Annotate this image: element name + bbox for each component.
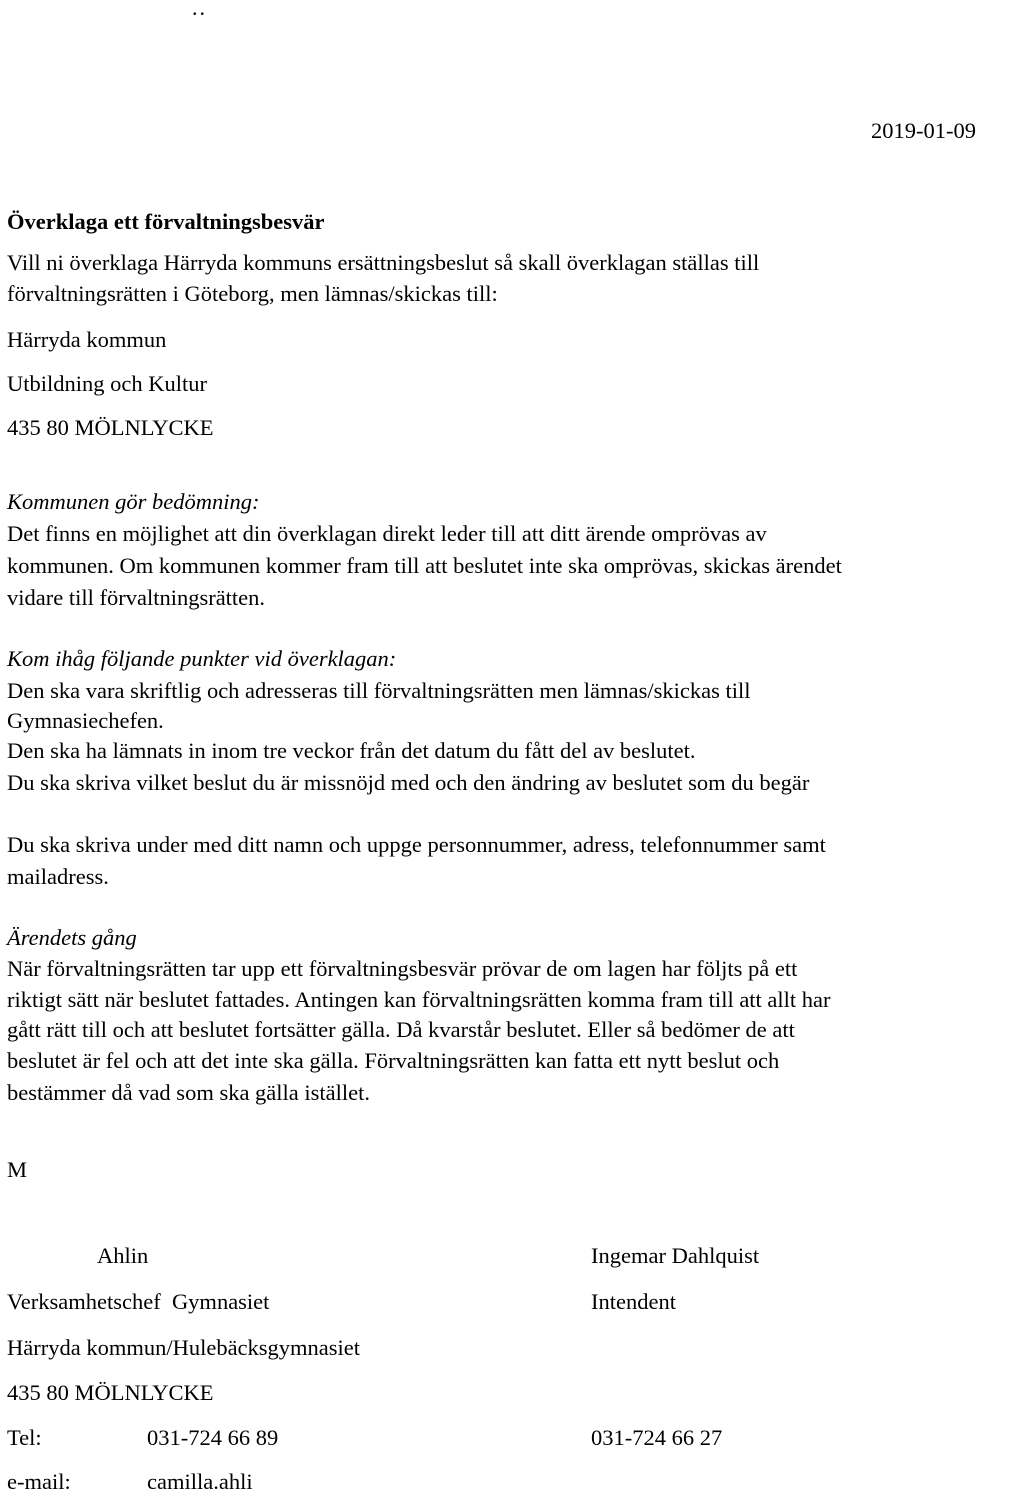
appeal-intro-line1: Vill ni överklaga Härryda kommuns ersättningsbeslut så skall överklagan ställas till [7,250,760,275]
point1-line2: Gymnasiechefen. [7,708,164,733]
point3: Du ska skriva vilket beslut du är missnöjd med och den ändring av beslutet som du begär [7,770,810,795]
document-date: 2019-01-09 [871,118,976,143]
point4-line2: mailadress. [7,864,109,889]
process-line5: bestämmer då vad som ska gälla istället. [7,1080,371,1105]
address-org: Härryda kommun [7,327,167,352]
right-signer-tel: 031-724 66 27 [591,1425,723,1450]
process-heading: Ärendets gång [7,925,137,950]
point2: Den ska ha lämnats in inom tre veckor från det datum du fått del av beslutet. [7,738,696,763]
left-signer-postal: 435 80 MÖLNLYCKE [7,1380,214,1405]
left-signer-email: camilla.ahli [147,1469,253,1494]
right-signer-name: Ingemar Dahlquist [591,1243,760,1268]
address-postal: 435 80 MÖLNLYCKE [7,415,214,440]
address-dept: Utbildning och Kultur [7,371,207,396]
left-signer-name: Ahlin [97,1243,149,1268]
right-signer-title: Intendent [591,1289,676,1314]
assessment-line1: Det finns en möjlighet att din överklagan direkt leder till att ditt ärende omprövas av [7,521,767,546]
scan-dots: .. [192,0,207,20]
left-signer-tel: 031-724 66 89 [147,1425,279,1450]
process-line2: riktigt sätt när beslutet fattades. Antingen kan förvaltningsrätten komma fram till att allt har [7,987,831,1012]
process-line1: När förvaltningsrätten tar upp ett förvaltningsbesvär prövar de om lagen har följts på ett [7,956,798,981]
process-line4: beslutet är fel och att det inte ska gälla. Förvaltningsrätten kan fatta ett nytt beslut och [7,1048,780,1073]
signoff-initial: M [7,1157,28,1182]
tel-label: Tel: [7,1425,42,1450]
appeal-heading: Överklaga ett förvaltningsbesvär [7,209,325,234]
process-line3: gått rätt till och att beslutet fortsätter gälla. Då kvarstår beslutet. Eller så bedömer de att [7,1017,795,1042]
assessment-heading: Kommunen gör bedömning: [7,489,260,514]
assessment-line2: kommunen. Om kommunen kommer fram till att beslutet inte ska omprövas, skickas ärendet [7,553,842,578]
left-signer-org: Härryda kommun/Hulebäcksgymnasiet [7,1335,361,1360]
left-signer-title: Verksamhetschef Gymnasiet [7,1289,270,1314]
points-heading: Kom ihåg följande punkter vid överklagan: [7,646,397,671]
email-label: e-mail: [7,1469,71,1494]
point1-line1: Den ska vara skriftlig och adresseras till förvaltningsrätten men lämnas/skickas till [7,678,751,703]
point4-line1: Du ska skriva under med ditt namn och uppge personnummer, adress, telefonnummer samt [7,832,826,857]
appeal-intro-line2: förvaltningsrätten i Göteborg, men lämnas/skickas till: [7,281,498,306]
assessment-line3: vidare till förvaltningsrätten. [7,585,266,610]
